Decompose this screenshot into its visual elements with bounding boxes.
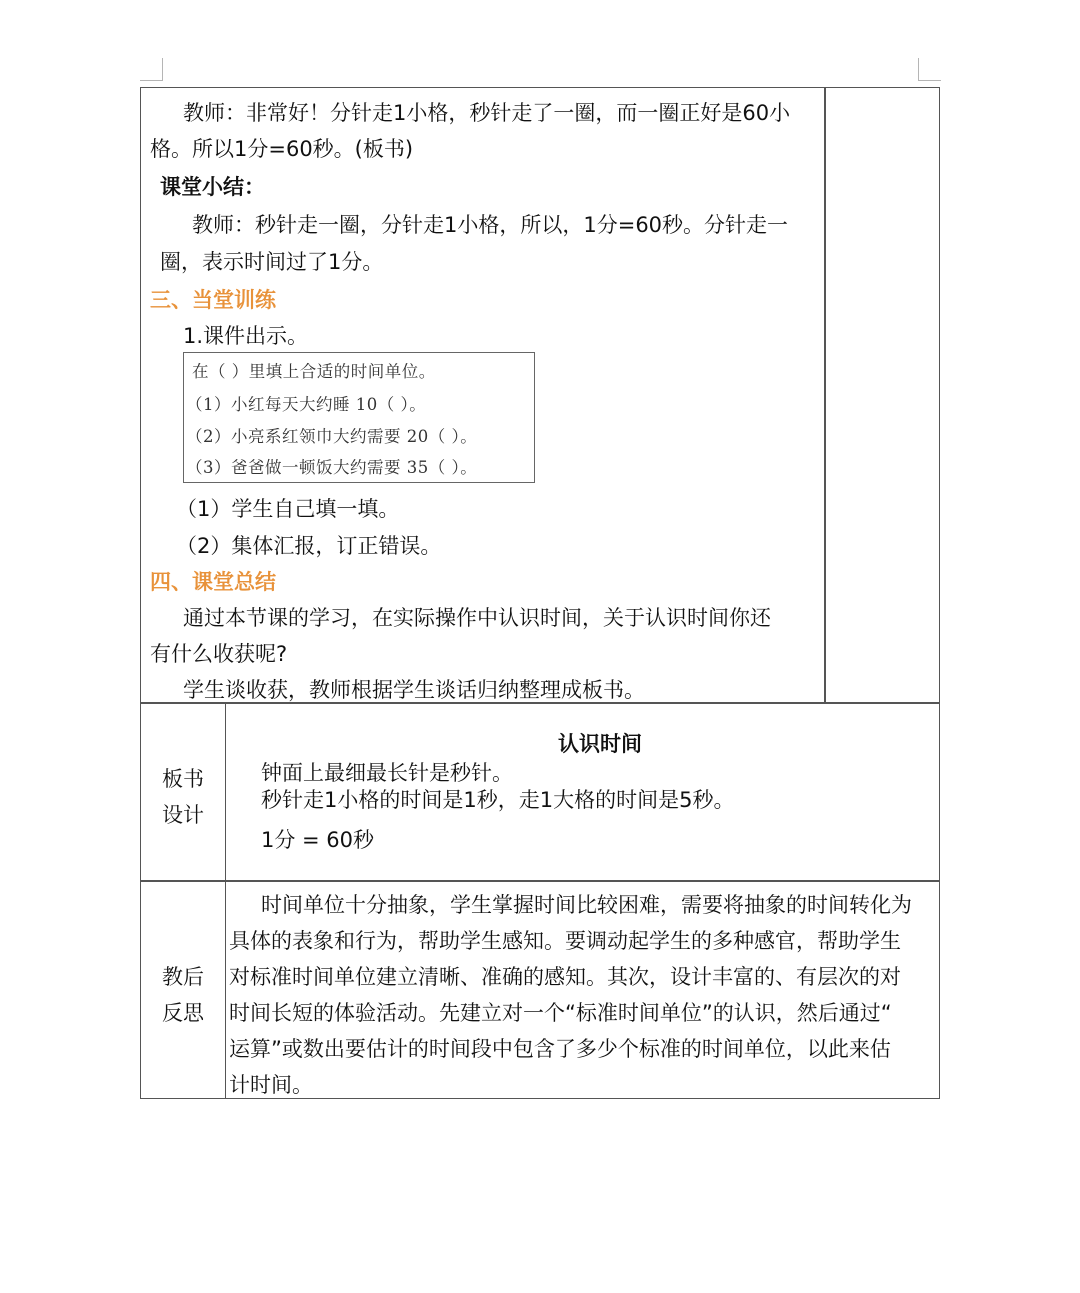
exercise-image-box [183, 352, 535, 483]
board-line-1: 钟面上最细最长针是秒针。 [261, 761, 513, 785]
reflection-line-1: 时间单位十分抽象，学生掌握时间比较困难，需要将抽象的时间转化为 [261, 893, 912, 917]
lesson-paragraph-4: 学生谈收获，教师根据学生谈话归纳整理成板书。 [183, 678, 645, 702]
step-2: （2）集体汇报，订正错误。 [176, 534, 442, 558]
board-line-3: 1分 = 60秒 [261, 828, 375, 852]
lesson-paragraph-3-line-1: 通过本节课的学习，在实际操作中认识时间，关于认识时间你还 [183, 606, 771, 630]
exercise-question-1: （1）小红每天大约睡 10（ ）。 [186, 395, 427, 414]
board-line-2: 秒针走1小格的时间是1秒，走1大格的时间是5秒。 [261, 788, 735, 812]
courseware-item: 1.课件出示。 [183, 324, 309, 348]
section-4-heading: 四、课堂总结 [150, 570, 276, 594]
reflection-line-2: 具体的表象和行为，帮助学生感知。要调动起学生的多种感官，帮助学生 [229, 929, 901, 953]
board-label-line-1: 板书 [162, 767, 204, 791]
reflection-line-5: 运算”或数出要估计的时间段中包含了多少个标准的时间单位，以此来估 [229, 1037, 891, 1061]
lesson-paragraph-1-line-1: 教师：非常好！分针走1小格，秒针走了一圈，而一圈正好是60小 [183, 101, 791, 125]
exercise-instruction: 在（ ）里填上合适的时间单位。 [192, 362, 436, 381]
reflection-label-line-1: 教后 [162, 965, 204, 989]
reflection-label-line-2: 反思 [162, 1001, 204, 1025]
reflection-line-3: 对标准时间单位建立清晰、准确的感知。其次，设计丰富的、有层次的对 [229, 965, 901, 989]
lesson-paragraph-3-line-2: 有什么收获呢? [150, 642, 288, 666]
reflection-line-6: 计时间。 [229, 1073, 313, 1097]
lesson-side-cell [824, 87, 940, 704]
reflection-line-4: 时间长短的体验活动。先建立对一个“标准时间单位”的认识，然后通过“ [229, 1001, 892, 1025]
page-corner-mark-top-left [140, 58, 163, 81]
section-3-heading: 三、当堂训练 [150, 288, 276, 312]
board-label-line-2: 设计 [162, 803, 204, 827]
exercise-question-2: （2）小亮系红领巾大约需要 20（ ）。 [186, 427, 478, 446]
step-1: （1）学生自己填一填。 [176, 497, 400, 521]
board-title: 认识时间 [558, 732, 642, 756]
board-design-divider [225, 702, 226, 882]
lesson-paragraph-2-line-1: 教师：秒针走一圈，分针走1小格，所以，1分=60秒。分针走一 [192, 213, 789, 237]
lesson-paragraph-1-line-2: 格。所以1分=60秒。(板书) [150, 137, 414, 161]
lesson-paragraph-2-line-2: 圈，表示时间过了1分。 [160, 250, 384, 274]
page-corner-mark-top-right [918, 58, 941, 81]
exercise-question-3: （3）爸爸做一顿饭大约需要 35（ ）。 [186, 458, 478, 477]
summary-heading: 课堂小结： [160, 175, 265, 199]
